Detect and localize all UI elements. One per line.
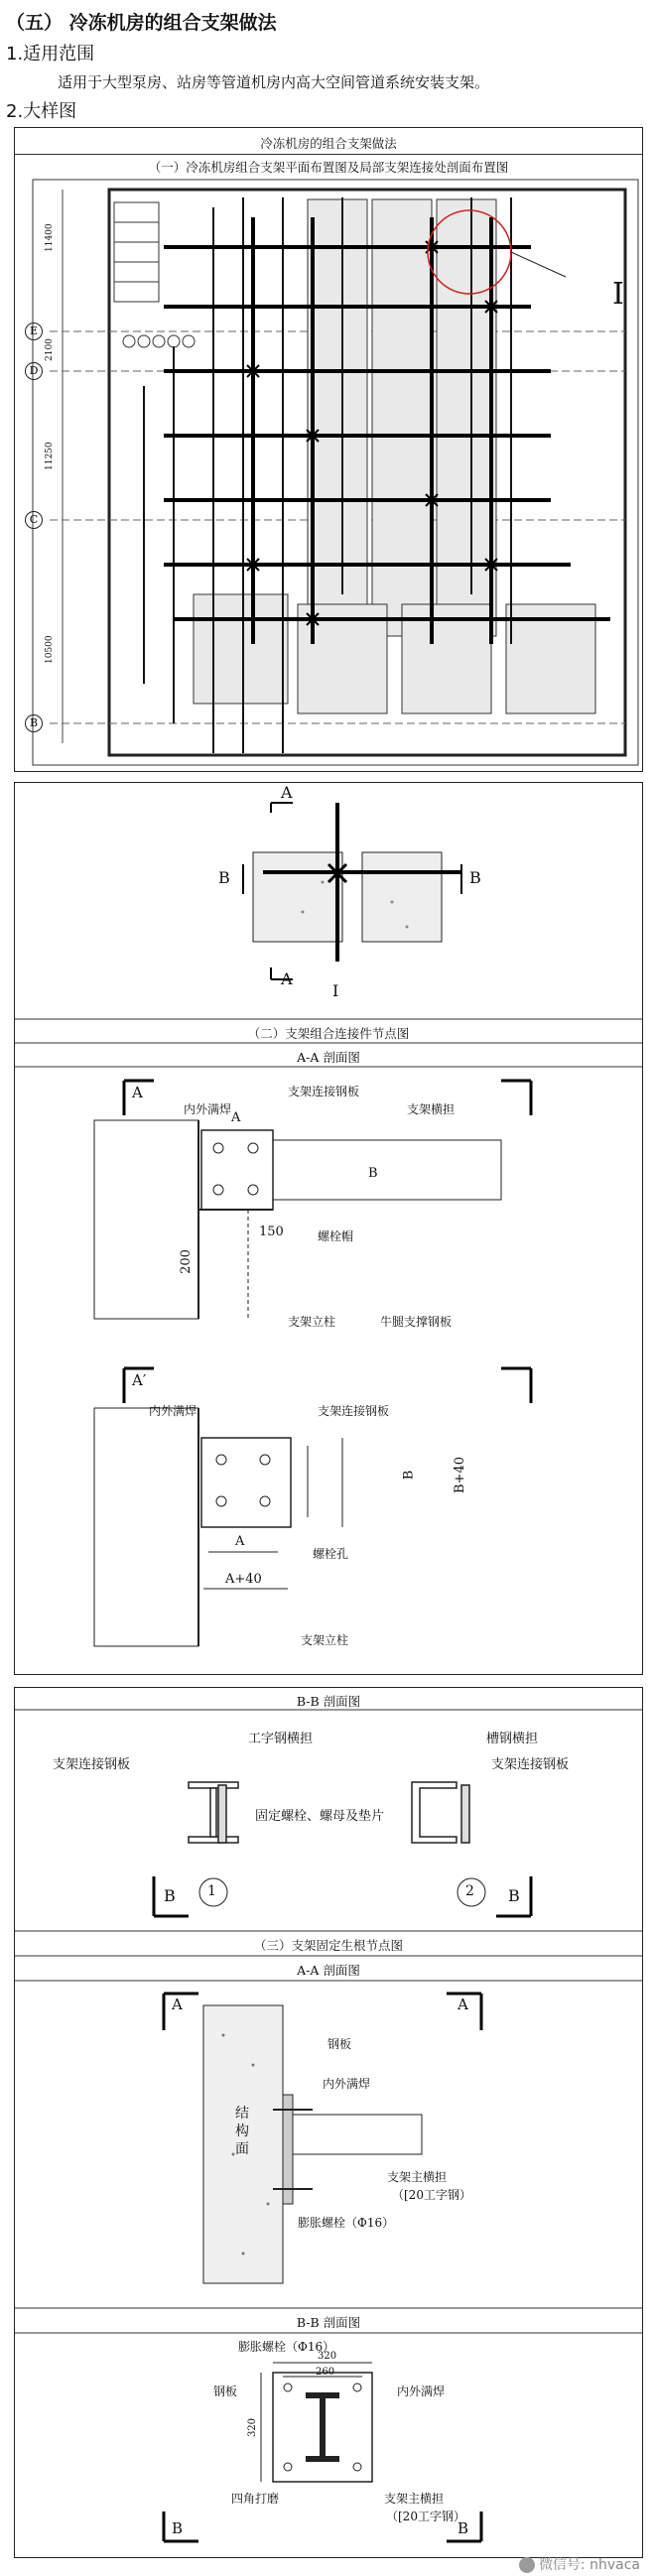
aa2-conn-plate: 支架连接钢板 — [318, 1404, 390, 1418]
aa-dim-a: A — [231, 1110, 241, 1125]
aa-bolt-cap: 螺栓帽 — [318, 1229, 354, 1243]
watermark-text: 微信号: nhvaca — [538, 2557, 640, 2573]
grid-bubble-e: E — [25, 322, 43, 340]
aa-beam: 支架横担 — [407, 1102, 456, 1116]
root-plate: 钢板 — [327, 2037, 352, 2051]
grid-bubble-c: C — [25, 511, 43, 529]
root-main-beam: 支架主横担 — [387, 2170, 448, 2184]
root-bb-cut-left: B — [172, 2519, 184, 2537]
watermark — [519, 2554, 640, 2574]
root-aa-cut-left: A — [172, 1996, 183, 2013]
bb-num-1: 1 — [207, 1883, 216, 1899]
dim-11250: 11250 — [45, 442, 55, 470]
cut-b-right: B — [469, 868, 481, 887]
plan-panel — [14, 127, 643, 772]
aa2-cut-label: A′ — [132, 1371, 147, 1389]
bb-bolts: 固定螺栓、螺母及垫片 — [255, 1809, 385, 1824]
root-main-beam-spec: （[20工字钢） — [392, 2188, 471, 2202]
bb-plate-right: 支架连接钢板 — [491, 1757, 570, 1772]
dim-10500: 10500 — [45, 635, 55, 664]
grid-bubble-d: D — [25, 362, 43, 380]
aa-bracket: 牛腿支撑钢板 — [380, 1315, 453, 1329]
root-bb-dim-320b: 320 — [247, 2417, 259, 2438]
root-subtitle: （三）支架固定生根节点图 — [253, 1938, 403, 1953]
bb-c-beam: 槽钢横担 — [486, 1732, 539, 1746]
section-title: （五） 冷冻机房的组合支架做法 — [6, 12, 277, 34]
aa-column: 支架立柱 — [288, 1315, 336, 1329]
root-bb-dim-320a: 320 — [318, 2351, 337, 2362]
aa2-dim-b: B — [401, 1470, 417, 1481]
aa-dim-b: B — [368, 1166, 378, 1181]
aa-conn-plate: 支架连接钢板 — [288, 1085, 360, 1098]
aa-cut-label: A — [132, 1084, 143, 1101]
aa2-dim-a: A — [235, 1534, 245, 1549]
plan-panel-title: 冷冻机房的组合支架做法 — [260, 136, 397, 151]
bb-i-beam: 工字钢横担 — [248, 1732, 314, 1746]
bb-num-2: 2 — [465, 1883, 474, 1899]
detail-heading: 2.大样图 — [6, 101, 77, 122]
root-struct-1: 结 — [235, 2106, 249, 2122]
aa-inner-weld: 内外满焊 — [184, 1102, 232, 1116]
root-struct-3: 面 — [235, 2141, 249, 2157]
dim-2100: 2100 — [45, 338, 55, 361]
root-bb-cut-right: B — [458, 2519, 469, 2537]
cut-a-top: A — [281, 783, 293, 802]
detail-mark-i: I — [612, 277, 624, 312]
connection-subtitle: （二）支架组合连接件节点图 — [247, 1026, 410, 1041]
root-aa-title: A-A 剖面图 — [297, 1963, 360, 1978]
connection-panel — [14, 782, 643, 1675]
root-weld: 内外满焊 — [323, 2077, 371, 2091]
aa2-column: 支架立柱 — [301, 1633, 349, 1647]
root-struct-2: 构 — [235, 2124, 249, 2139]
aa2-inner-weld: 内外满焊 — [149, 1404, 197, 1418]
root-bb-exp-bolt: 膨胀螺栓（Φ16） — [238, 2340, 335, 2354]
root-bb-main-beam: 支架主横担 — [384, 2492, 445, 2506]
grid-bubble-b: B — [25, 714, 43, 732]
aa2-bolt-hole: 螺栓孔 — [313, 1547, 349, 1561]
cut-a-bottom: A — [281, 969, 293, 988]
dim-11400: 11400 — [45, 223, 55, 252]
root-panel — [14, 1687, 643, 2558]
cut-b-left: B — [218, 868, 230, 887]
root-bb-weld: 内外满焊 — [397, 2384, 446, 2398]
root-bb-corner: 四角打磨 — [231, 2492, 280, 2506]
bb-cut-left: B — [164, 1886, 176, 1905]
root-exp-bolt: 膨胀螺栓（Φ16） — [298, 2216, 395, 2230]
aa-dim-150: 150 — [259, 1224, 284, 1239]
aa-dim-200: 200 — [178, 1249, 194, 1274]
scope-heading: 1.适用范围 — [6, 44, 95, 64]
aa-section-title: A-A 剖面图 — [297, 1050, 360, 1065]
plan-panel-subtitle: （一）冷冻机房组合支架平面布置图及局部支架连接处剖面布置图 — [148, 160, 509, 175]
root-bb-title: B-B 剖面图 — [296, 2315, 361, 2330]
bb-plate-left: 支架连接钢板 — [53, 1757, 131, 1772]
bb-cut-right: B — [508, 1886, 520, 1905]
aa2-dim-b40: B+40 — [453, 1457, 467, 1493]
aa2-dim-a40: A+40 — [225, 1572, 262, 1587]
root-aa-cut-right: A — [458, 1996, 468, 2013]
root-bb-main-beam-spec: （[20工字钢） — [386, 2510, 465, 2523]
scope-text: 适用于大型泵房、站房等管道机房内高大空间管道系统安装支架。 — [58, 73, 490, 91]
bb-section-title: B-B 剖面图 — [296, 1694, 361, 1709]
wechat-icon — [519, 2557, 535, 2573]
root-bb-plate: 钢板 — [213, 2384, 238, 2398]
detail-i-label: I — [332, 981, 339, 1000]
root-bb-dim-260: 260 — [316, 2367, 335, 2378]
plan-drawing — [15, 128, 642, 771]
